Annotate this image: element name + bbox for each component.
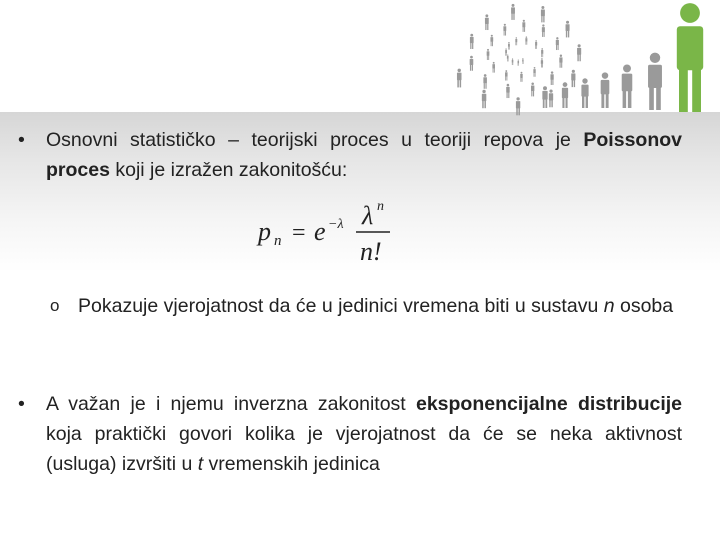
- spiral-person-icon: [556, 37, 559, 50]
- spiral-person-icon: [506, 84, 509, 98]
- spiral-person-icon: [515, 37, 517, 45]
- spiral-person-icon: [577, 44, 581, 61]
- formula-exponent: −λ: [328, 217, 344, 232]
- spiral-person-icon: [533, 67, 535, 77]
- spiral-person-icon: [482, 90, 486, 108]
- spiral-person-icon: [541, 6, 545, 22]
- sub-bullet-probability: [50, 291, 682, 321]
- formula-p: p: [258, 217, 271, 246]
- spiral-person-icon: [505, 70, 508, 80]
- spiral-person-icon: [507, 54, 509, 61]
- spiral-person-icon: [505, 48, 507, 55]
- spiral-person-icon: [508, 42, 510, 50]
- bold-term: eksponencijalne distribucije: [415, 393, 683, 415]
- bullet-text: Osnovni statističko – teorijski proces u teoriji repova je Poissonov proces koji je izražen zakonitošću:: [46, 129, 682, 181]
- spiral-person-icon: [541, 58, 543, 67]
- spiral-person-icon: [503, 24, 506, 36]
- people-spiral-icon: [0, 0, 720, 120]
- spiral-person-icon: [516, 97, 520, 115]
- spiral-person-icon: [542, 24, 545, 37]
- row-person-icon: [562, 82, 568, 108]
- spiral-person-icon: [525, 36, 527, 44]
- row-person-icon: [622, 64, 633, 108]
- spiral-person-icon: [490, 35, 493, 46]
- spiral-person-icon: [522, 58, 523, 64]
- formula-e: e: [314, 217, 326, 246]
- bold-term: Poissonov proces: [46, 129, 682, 181]
- italic-t: t: [197, 453, 204, 475]
- spiral-person-icon: [566, 21, 570, 38]
- formula-lambda: λ: [362, 201, 374, 230]
- spiral-person-icon: [549, 90, 553, 108]
- spiral-person-icon: [492, 62, 495, 73]
- green-person-icon: [677, 3, 703, 112]
- row-person-icon: [581, 78, 588, 108]
- italic-n: n: [603, 295, 615, 317]
- spiral-person-icon: [522, 20, 525, 32]
- spiral-person-icon: [512, 58, 514, 65]
- spiral-person-icon: [511, 4, 515, 20]
- spiral-person-icon: [520, 72, 522, 82]
- sub-bullet-marker: o: [50, 296, 60, 315]
- spiral-person-icon: [541, 48, 543, 57]
- bullet-marker: •: [18, 393, 25, 415]
- spiral-person-icon: [571, 70, 575, 87]
- formula-n-sub: n: [274, 233, 282, 249]
- sub-bullet-text: Pokazuje vjerojatnost da će u jedinici vremena biti u sustavu n osoba: [78, 295, 674, 317]
- spiral-person-icon: [470, 56, 474, 71]
- bullet-marker: •: [18, 129, 25, 151]
- spiral-person-icon: [531, 82, 534, 96]
- row-person-icon: [542, 86, 547, 108]
- poisson-formula: [250, 190, 410, 270]
- row-person-icon: [601, 72, 610, 108]
- spiral-person-icon: [485, 14, 489, 30]
- spiral-person-icon: [487, 49, 490, 60]
- bullet-poisson: [18, 125, 682, 185]
- formula-equals: =: [292, 220, 306, 246]
- bullet-text: A važan je i njemu inverzna zakonitost eksponencijalne distribucije koja praktički govori kolika je vjerojatnost da će se neka aktivnost (usluga) izvršiti u t vremenskih jedinica: [46, 393, 683, 475]
- spiral-person-icon: [518, 59, 520, 65]
- spiral-person-icon: [457, 69, 462, 88]
- bullet-exponential: [18, 389, 682, 479]
- formula-denominator: n!: [360, 237, 382, 266]
- spiral-person-icon: [550, 71, 553, 85]
- spiral-person-icon: [470, 34, 474, 49]
- spiral-person-icon: [535, 40, 537, 49]
- spiral-person-icon: [483, 74, 487, 89]
- row-person-icon: [648, 53, 662, 110]
- spiral-person-icon: [559, 55, 562, 68]
- formula-power: n: [377, 199, 384, 214]
